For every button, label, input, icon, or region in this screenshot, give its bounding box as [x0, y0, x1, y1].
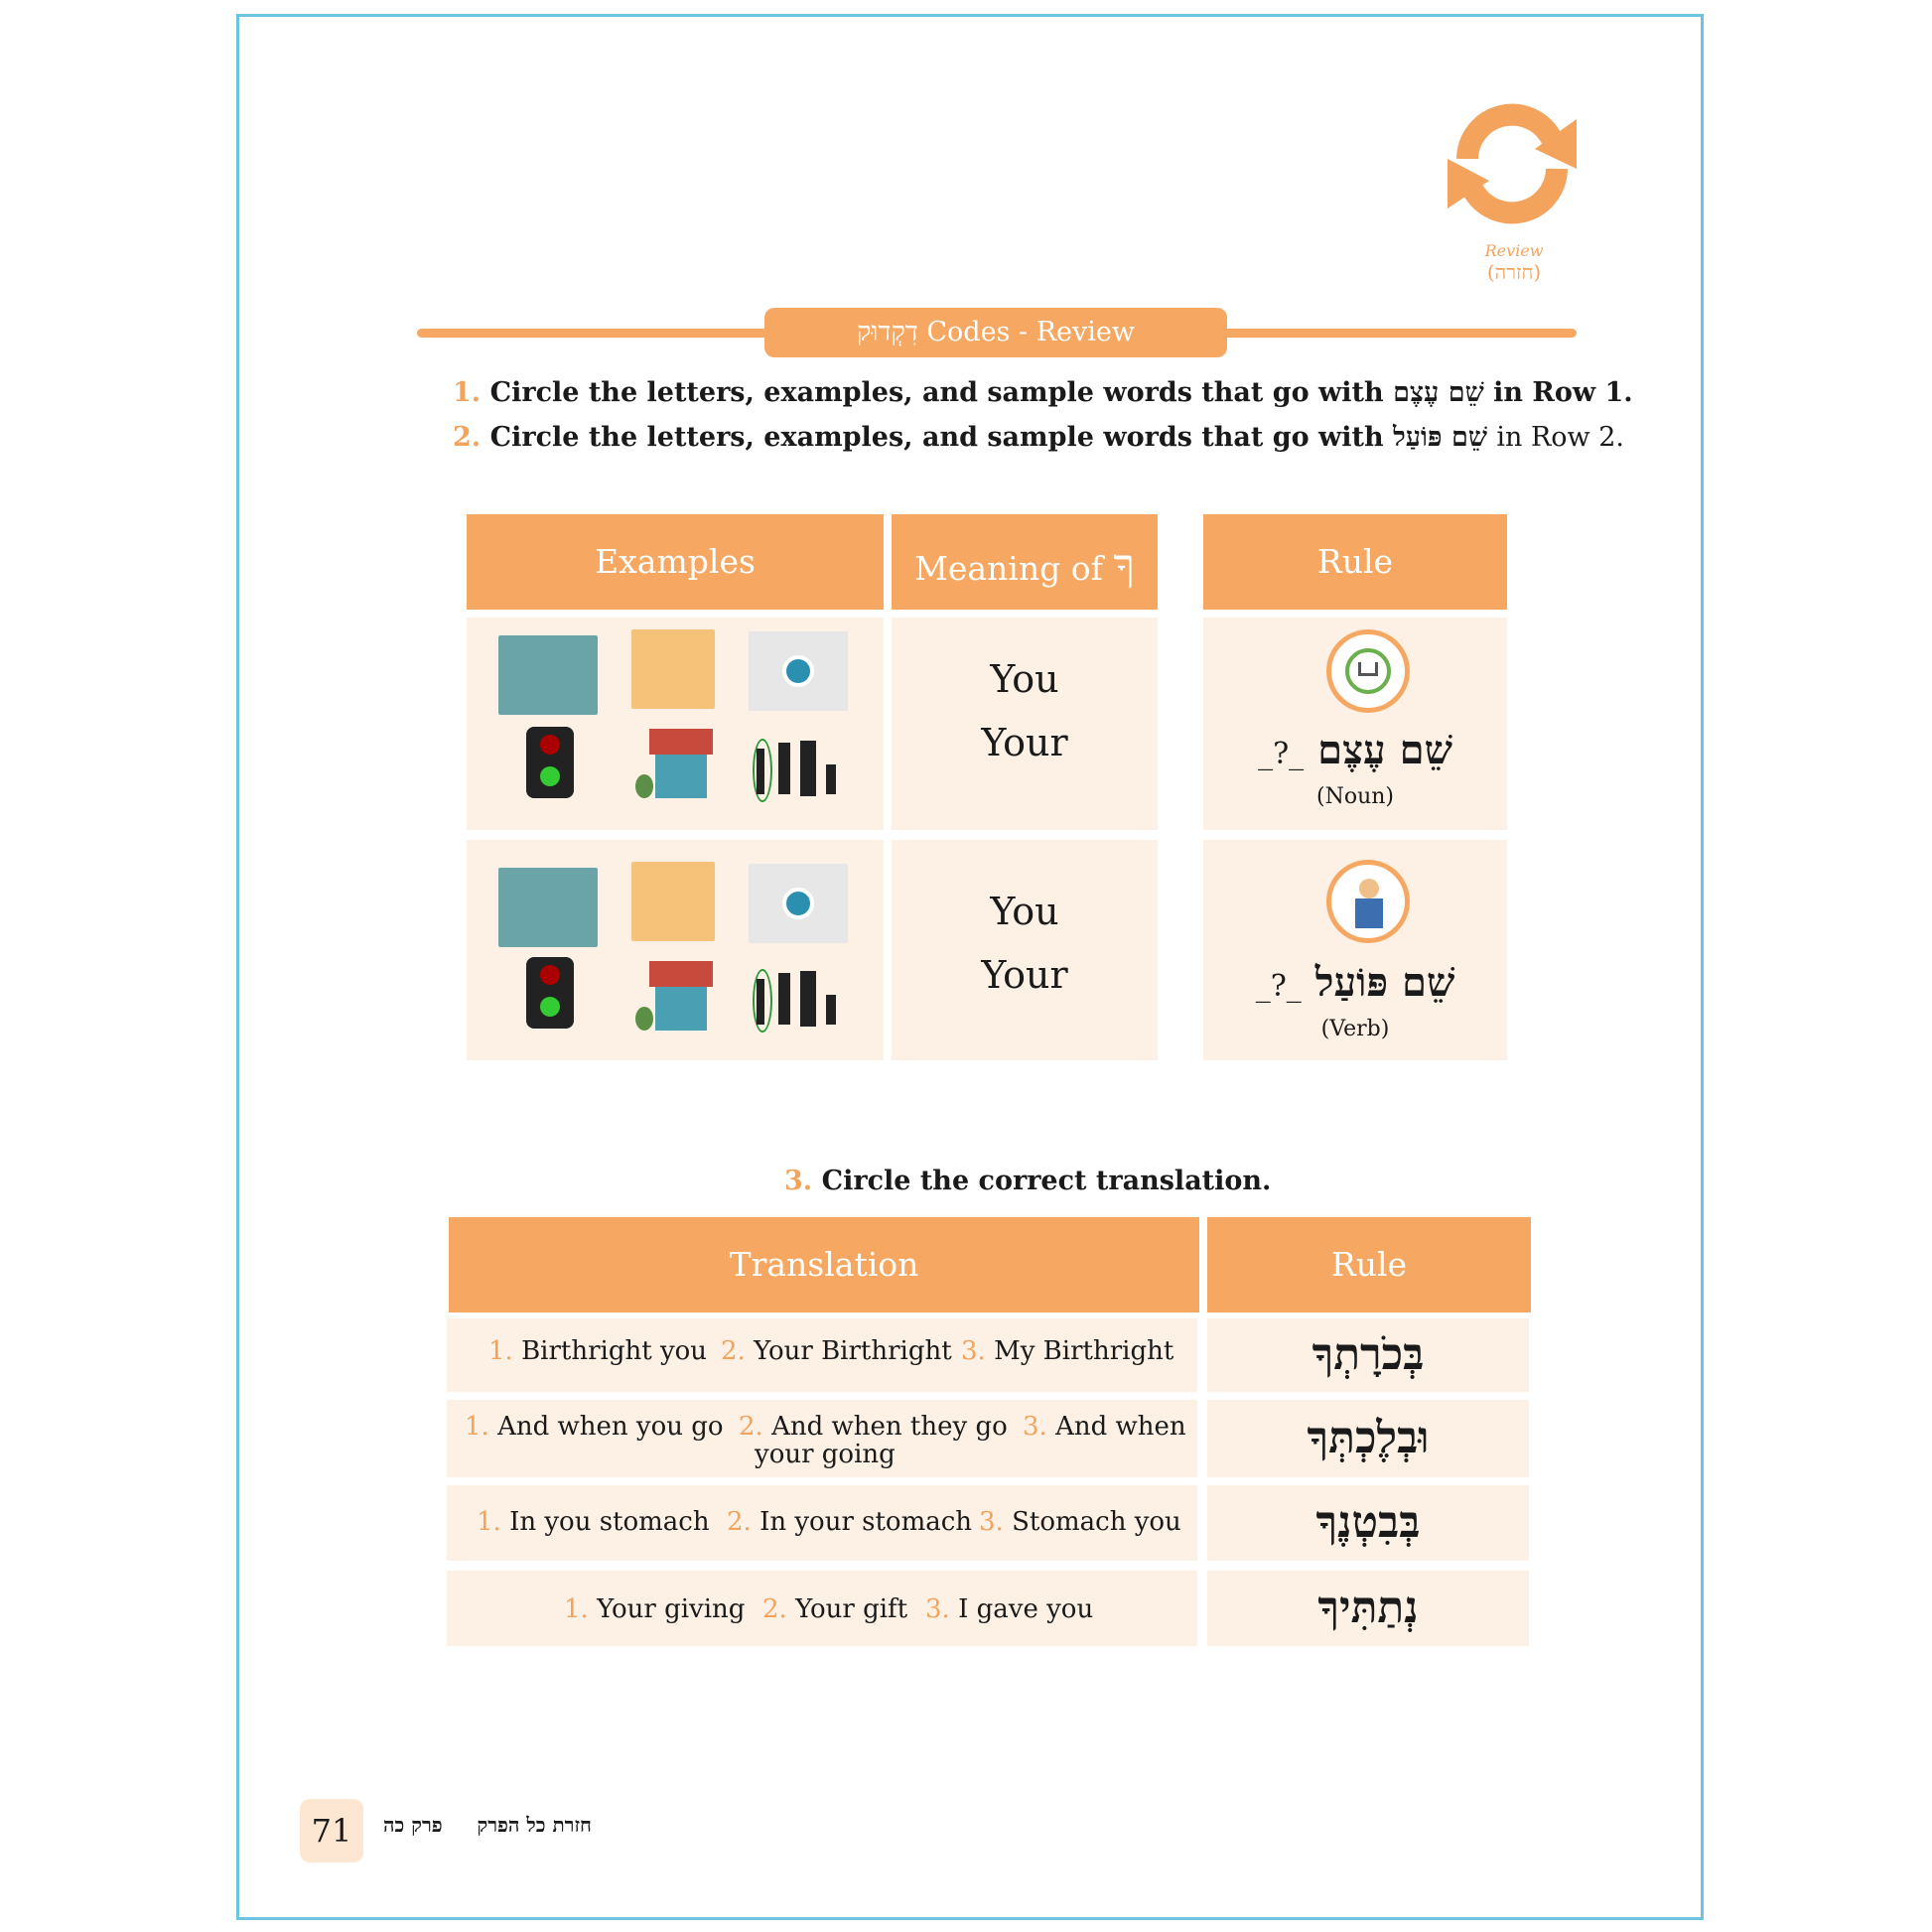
rule-hebrew: שֵׁם עֶצֶם [1317, 727, 1452, 773]
header-meaning-text: Meaning of [914, 549, 1103, 588]
hebrew-word-2: וּבְלֶכְתְּךָ [1207, 1400, 1529, 1477]
option-1[interactable]: 1. In you stomach [477, 1507, 710, 1537]
option-3[interactable]: 3. And when [1023, 1412, 1186, 1442]
footer-hebrew-right: פרק כה [383, 1813, 443, 1837]
rule-hebrew: שֵׁם פּוֹעַל [1314, 959, 1455, 1006]
eye-image[interactable] [749, 631, 848, 711]
translation-row-1 [447, 1318, 1197, 1392]
instruction-hebrew: שֵׁם פּוֹעַל [1393, 422, 1487, 453]
option-2-continued: your going [755, 1440, 896, 1469]
examples-cell-row2 [467, 840, 884, 1060]
rule-hebrew-row2 [1203, 959, 1507, 1006]
instruction-2 [453, 422, 1624, 453]
meaning-cell-row2 [892, 840, 1158, 1060]
instruction-number: 1. [453, 377, 482, 408]
footer-hebrew-left: חזרת כל הפרק [477, 1813, 592, 1837]
option-1[interactable]: 1. Your giving [564, 1594, 746, 1624]
hebrew-word-4: נְתַתִּיךָ [1207, 1571, 1529, 1646]
option-2[interactable]: 2. And when they go [739, 1412, 1008, 1442]
rule-hebrew-row1 [1203, 727, 1507, 773]
figures-image[interactable] [631, 862, 715, 941]
header-meaning-letter: ךָ [1113, 540, 1135, 591]
option-2[interactable]: 2. In your stomach [727, 1507, 973, 1537]
option-2[interactable]: 2. Your gift [762, 1594, 908, 1624]
page-number: 71 [300, 1799, 363, 1863]
hebrew-word-1: בְּכֹרָתְךָ [1207, 1318, 1529, 1392]
rule-cell-row2 [1203, 840, 1507, 1060]
option-1[interactable]: 1. And when you go [465, 1412, 724, 1442]
rule-blank: _?_ [1255, 969, 1302, 1004]
option-1[interactable]: 1. Birthright you [488, 1336, 708, 1366]
option-3[interactable]: 3. My Birthright [961, 1336, 1174, 1366]
family-image[interactable] [749, 729, 848, 804]
instruction-text: Circle the letters, examples, and sample words that go with [489, 422, 1384, 453]
meaning-cell-row1 [892, 618, 1158, 830]
translation-row-2 [447, 1400, 1197, 1477]
traffic-light-image[interactable] [526, 957, 574, 1029]
rule-english-row1: (Noun) [1316, 784, 1394, 809]
figures-image[interactable] [631, 629, 715, 709]
hand-image[interactable] [498, 868, 598, 947]
examples-cell-row1 [467, 618, 884, 830]
translation-row-4 [447, 1571, 1197, 1646]
house-image[interactable] [635, 961, 727, 1033]
meaning-your: Your [981, 953, 1068, 997]
question-number: 3. [784, 1166, 813, 1196]
rule-cell-row1 [1203, 618, 1507, 830]
title-text: Codes - Review [926, 317, 1135, 347]
question-3 [784, 1166, 1271, 1196]
shopping-cart-icon [1326, 629, 1410, 713]
meaning-you: You [990, 890, 1059, 933]
section-title [764, 308, 1227, 357]
hebrew-word-3: בְּבִטְנֶךָ [1207, 1485, 1529, 1561]
title-hebrew: דִקְדוּק [857, 317, 918, 347]
footer-chapter [383, 1813, 592, 1838]
header-rule: Rule [1203, 514, 1507, 610]
option-2[interactable]: 2. Your Birthright [721, 1336, 952, 1366]
rule-english-row2: (Verb) [1320, 1017, 1390, 1041]
meaning-you: You [990, 657, 1059, 701]
house-image[interactable] [635, 729, 727, 800]
instruction-hebrew: שֵׁם עֶצֶם [1393, 377, 1484, 408]
instruction-number: 2. [453, 422, 482, 453]
header-rule-2: Rule [1207, 1217, 1531, 1312]
hand-image[interactable] [498, 635, 598, 715]
meaning-your: Your [981, 721, 1068, 764]
review-cycle-icon [1428, 89, 1596, 238]
option-3[interactable]: 3. I gave you [925, 1594, 1094, 1624]
worker-icon [1326, 860, 1410, 943]
instruction-post: in Row 1. [1493, 377, 1633, 408]
rule-blank: _?_ [1258, 737, 1305, 771]
family-image[interactable] [749, 959, 848, 1035]
header-examples: Examples [467, 514, 884, 610]
traffic-light-image[interactable] [526, 727, 574, 798]
question-text: Circle the correct translation. [821, 1166, 1272, 1196]
eye-image[interactable] [749, 864, 848, 943]
option-3[interactable]: 3. Stomach you [979, 1507, 1181, 1537]
header-translation: Translation [449, 1217, 1199, 1312]
instruction-1 [453, 377, 1633, 408]
review-label: Review [1484, 241, 1544, 260]
instruction-post: in Row 2. [1496, 422, 1624, 453]
instruction-text: Circle the letters, examples, and sample words that go with [489, 377, 1384, 408]
translation-row-3 [447, 1485, 1197, 1561]
review-hebrew: (חזרה) [1486, 260, 1542, 284]
header-meaning [892, 514, 1158, 610]
